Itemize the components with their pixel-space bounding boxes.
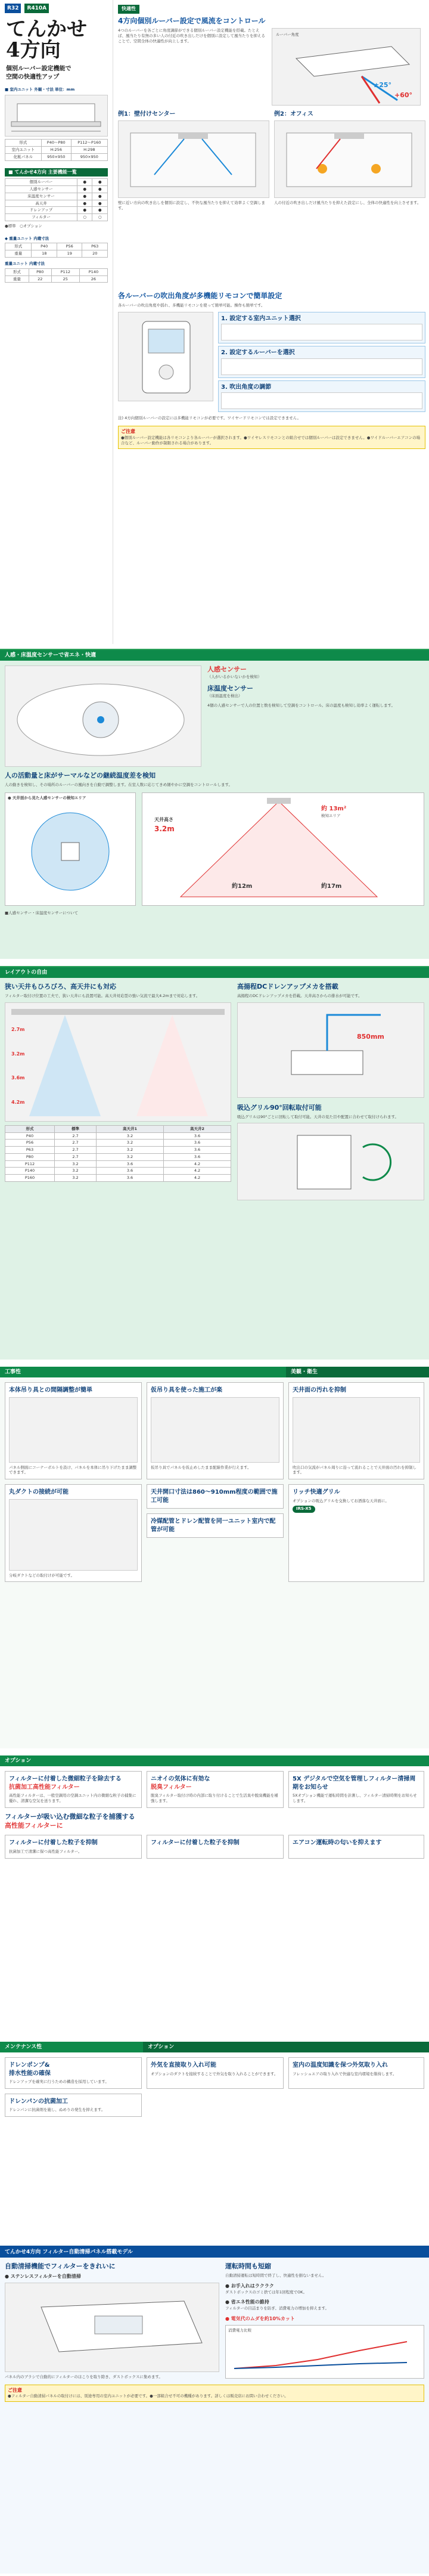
function-table: [5, 178, 108, 221]
sidebar: [0, 0, 113, 644]
title-line1: てんかせ: [6, 17, 87, 42]
function-cell: フィルター: [5, 214, 77, 221]
height-table: [5, 1125, 231, 1182]
option-col-b2: フィルターに付着した粒子を抑制: [151, 1840, 240, 1847]
page-subtitle: [0, 63, 113, 83]
filter-text: パネル内のブラシで自動的にフィルターのほこりを取り除き、ダストボックスに集めます。: [5, 2374, 163, 2379]
refrigerant-badges: [0, 0, 113, 17]
ceiling-height-label: 3.6m: [11, 1075, 25, 1081]
weight-cell: 18: [32, 250, 57, 258]
maint-band2: オプション: [143, 2042, 429, 2052]
filter-section: [0, 2246, 429, 2574]
height-labels: [11, 1027, 25, 1106]
work-section: [0, 1367, 429, 1748]
height-cell: 3.2: [97, 1153, 164, 1160]
remote-step1-screen: [221, 324, 422, 340]
height-cell: 3.2: [54, 1175, 96, 1182]
height-header-cell: 高天井1: [97, 1125, 164, 1132]
filter-point2-text: フィルターの目詰まりを防ぎ、消費電力の増加を抑えます。: [225, 2306, 329, 2311]
work-card4-text: 分岐ダクトなどの取付けが可能です。: [9, 1572, 74, 1578]
ceiling-height-illustration: [5, 1002, 231, 1122]
ceiling-height-label: 2.7m: [11, 1026, 25, 1032]
spec-cell: H:298: [71, 147, 107, 154]
grill-rotate-title: 吸込グリル90°回転取付可能: [237, 1103, 322, 1111]
spec-cell: 950×950: [71, 153, 107, 160]
remote-illustration: [118, 312, 213, 401]
height-row: [5, 1160, 231, 1168]
work-band1: 工事性: [0, 1367, 286, 1377]
weight2-cell: 形式: [5, 268, 29, 275]
spec-cell: 950×950: [41, 153, 71, 160]
filter-panel-icon: [5, 2283, 219, 2371]
ceiling-height-label: 4.2m: [11, 1100, 25, 1106]
filter-point1-text: ダストボックスのゴミ捨ては年1回程度でOK。: [225, 2289, 307, 2295]
function-cell: ●: [92, 186, 108, 193]
weight-row: [5, 243, 108, 250]
remote-note: 注) 4方向個別ルーバーの設定には多機能リモコンが必要です。ワイヤードリモコンでは設定できません。: [118, 416, 301, 421]
detect-area-icon: [8, 801, 133, 896]
height-cell: 2.7: [54, 1147, 96, 1154]
weight2-cell: 22: [29, 275, 51, 283]
filter-point2: ● 省エネ性能の維持: [225, 2299, 269, 2305]
height-cell: P160: [5, 1175, 55, 1182]
maint-card4-title: ドレンパンの抗菌加工: [9, 2098, 69, 2105]
weight2-cell: 重量: [5, 275, 29, 283]
filter-point1: ● お手入れはラクラク: [225, 2283, 274, 2289]
work-card1-text: パネル側面にコーナーボルトを設け、パネルを本体に吊り下げたまま調整できます。: [9, 1465, 137, 1475]
power-chart-label: 消費電力比較: [228, 2327, 251, 2333]
maint-card2-text: オプションのダクトを接続することで外気を取り入れることができます。: [151, 2071, 278, 2076]
height-cell: 3.6: [97, 1160, 164, 1168]
grill-rotate-text: 吸込グリルは90°ごとに回転して取付可能。天井の見た目や配置に合わせて取付けられます。: [237, 1114, 399, 1119]
height-cell: P112: [5, 1160, 55, 1168]
range-17m: 約17m: [321, 883, 342, 890]
option-head-b: フィルターが吸い込む微細な粒子を捕獲する: [5, 1812, 135, 1820]
height-cell: P56: [5, 1140, 55, 1147]
spec-row: [5, 153, 108, 160]
spec-cell: P40〜P80: [41, 140, 71, 147]
function-cell: ○: [77, 214, 92, 221]
maint-card1-title: ドレンポンプ&: [9, 2062, 50, 2069]
height-cell: 3.6: [97, 1175, 164, 1182]
height-row: [5, 1175, 231, 1182]
height-cell: 3.2: [54, 1160, 96, 1168]
spec-table: [5, 139, 108, 160]
option-col-b1: フィルターに付着した粒子を抑制: [9, 1840, 98, 1847]
power-chart: [225, 2325, 424, 2379]
option-left-text: 高性能フィルターは、一般空調用の空調ユニット内の微細な粒子の捕集に優れ、清潔な空気を送ります。: [9, 1793, 136, 1803]
louver-diagram: [272, 28, 421, 106]
weight-cell: P63: [82, 243, 108, 250]
remote-caution-text: ●個別ルーバー設定機能は各リモコンより各ルーバーが選択されます。●ワイヤレスリモコンとの組合せでは個別ルーバーは設定できません。●ワイドルーバーエアコンの場合など、ルーバー動作が制限される場合があります。: [121, 435, 421, 445]
filter-right-heading: 運転時間も短縮: [225, 2262, 271, 2271]
remote-heading: 各ルーバーの吹出角度が多機能リモコンで簡単設定: [118, 292, 282, 300]
work-card3-title: 天井面の汚れを抑制: [293, 1387, 346, 1394]
floor-sensor-title: 床温度センサー: [207, 684, 253, 692]
function-row: [5, 200, 108, 207]
ceiling-height-label: 3.2m: [11, 1051, 25, 1057]
option-right-text: 5Xオプション機能で運転時間を計測し、フィルター清掃時期をお知らせします。: [293, 1793, 417, 1803]
example1-title: 例1：壁付けセンター: [118, 110, 176, 117]
height-label: 天井高さ: [154, 816, 173, 822]
function-row: [5, 179, 108, 186]
weight-table: [5, 243, 108, 258]
maint-band1: メンテナンス性: [0, 2042, 143, 2052]
height-cell: 3.2: [97, 1140, 164, 1147]
height-cell: 3.2: [97, 1132, 164, 1140]
badge-r410a: R410A: [24, 4, 49, 13]
height-cell: 2.7: [54, 1132, 96, 1140]
option-col-b1-text: 抗菌加工で清潔に保つ高性能フィルター。: [9, 1849, 82, 1854]
remote-step2: 2. 設定するルーバーを選択: [221, 349, 295, 357]
ceiling-height-icon: [5, 1003, 231, 1121]
weight-heading: ◆ 重量ユニット 内蔵寸法: [5, 236, 49, 241]
height-cell: 3.2: [97, 1147, 164, 1154]
maint-card1-title2: 排水性能の確保: [9, 2070, 51, 2077]
example2-title: 例2：オフィス: [274, 110, 313, 117]
detect-cone-icon: [145, 795, 413, 903]
work-card6-title: 冷媒配管とドレン配管を同一ユニット室内で配管が可能: [151, 1518, 276, 1533]
function-cell: ○: [92, 214, 108, 221]
filter-right-text: 自動清掃運転は短時間で終了し、快適性を損ないません。: [225, 2272, 327, 2278]
louver-section: [118, 5, 425, 285]
weight-heading-2: 重量ユニット 内蔵寸法: [5, 261, 45, 266]
height-cell: 3.6: [164, 1153, 231, 1160]
louver-tag: 快適性: [118, 5, 139, 14]
maint-card4-text: ドレンパンに抗菌剤を施し、ぬめりの発生を抑えます。: [9, 2107, 105, 2113]
louver-angle-60: +60°: [394, 91, 413, 99]
power-chart-graph: [228, 2333, 419, 2374]
remote-control-icon: [119, 312, 213, 401]
weight2-cell: 26: [79, 275, 107, 283]
function-cell: ●: [92, 179, 108, 186]
filter-heading: 自動清掃機能でフィルターをきれいに: [5, 2262, 116, 2271]
weight-cell: P56: [57, 243, 82, 250]
sensor-text: 4個の人感センサーで人の位置と数を検知して空調をコントロール。床の温度も検知し効率よく運転します。: [207, 703, 395, 708]
filter-point3: ● 電気代のムダを約10%カット: [225, 2315, 295, 2321]
weight2-cell: 25: [51, 275, 79, 283]
remote-step3: 3. 吹出角度の調節: [221, 383, 272, 391]
weight-cell: 重量: [5, 250, 32, 258]
function-cell: ●: [77, 186, 92, 193]
maint-card3-title: 室内の温度知識を保つ外気取り入れ: [293, 2062, 388, 2069]
office-icon: [275, 121, 425, 197]
spec-cell: H:256: [41, 147, 71, 154]
unit-outline-icon: [5, 95, 108, 136]
function-cell: ●: [92, 200, 108, 207]
weight-cell: 19: [57, 250, 82, 258]
maintenance-section: [0, 2042, 429, 2238]
height-row: [5, 1153, 231, 1160]
sensor-subtitle: （人がいるかいないかを検知）: [207, 674, 262, 679]
sensor-sub-text: 人の動きを検知し、その場所のルーバーの風向きを自動で調整します。在室人数に応じてきめ細やかに空調をコントロールします。: [5, 782, 233, 787]
height-row: [5, 1140, 231, 1147]
weight2-row: [5, 268, 108, 275]
function-cell: 高天井: [5, 200, 77, 207]
option-mid-title1: ニオイの気体に有効な: [151, 1776, 210, 1783]
height-cell: 3.6: [164, 1132, 231, 1140]
weight-cell: 形式: [5, 243, 32, 250]
option-section: [0, 1755, 429, 2036]
work-card2-illustration: [151, 1397, 279, 1463]
maint-card1-text: ドレンアップを確実に行うための構造を採用しています。: [9, 2079, 109, 2085]
example2-illustration: [274, 120, 425, 198]
weight2-row: [5, 275, 108, 283]
work-card3-illustration: [293, 1397, 420, 1463]
function-cell: 床温度センサー: [5, 193, 77, 200]
work-card5-title: 天井開口寸法は860〜910mm程度の範囲で施工可能: [151, 1489, 278, 1504]
work-card1-illustration: [9, 1397, 138, 1463]
height-row: [5, 1168, 231, 1175]
range-12m: 約12m: [232, 883, 253, 890]
work-card1-title: 本体吊り具との間隔調整が簡単: [9, 1387, 92, 1394]
function-cell: ●: [77, 179, 92, 186]
unit-drawing: [5, 95, 108, 137]
high-ceiling-text: フィルター取付け位置の工夫で、狭い天井にも設置可能。高天井対応型の強い気流で最大4.2mまで対応します。: [5, 993, 200, 998]
drain-up-text: 高揚程のDCドレンアップメカを搭載。天井高さからの排水が可能です。: [237, 993, 362, 998]
drain-height-value: 850mm: [357, 1032, 384, 1041]
filter-band: てんかせ4方向 フィルター自動清掃パネル搭載モデル: [0, 2247, 429, 2258]
louver-angle-25: ±25°: [374, 80, 392, 89]
function-section: [0, 165, 113, 233]
maint-card2-title: 外気を直接取り入れ可能: [151, 2062, 216, 2069]
height-cell: 4.2: [164, 1168, 231, 1175]
height-cell: 3.6: [164, 1147, 231, 1154]
function-row: [5, 193, 108, 200]
work-band2: 美観・衛生: [286, 1367, 429, 1377]
option-band: オプション: [0, 1755, 429, 1766]
option-left-title1: フィルターに付着した微細粒子を除去する: [9, 1776, 122, 1783]
grill-rotate-illustration: [237, 1123, 424, 1200]
louver-angle-label: ルーバー角度: [276, 32, 299, 37]
weight-section: [0, 233, 113, 287]
spec-row: [5, 140, 108, 147]
sensor-sub-heading: 人の活動量と床がサーマルなどの継続温度差を検知: [5, 772, 156, 780]
height-cell: 4.2: [164, 1160, 231, 1168]
option-right-title: 5X デジタルで空気を管理しフィルター清掃周期をお知らせ: [293, 1776, 416, 1791]
filter-caution-text: ●フィルター自動清掃パネルの取付けには、別途専用の室内ユニットが必要です。●一部組合せ不可の機種があります。詳しくは販売店にお問い合わせください。: [8, 2394, 288, 2399]
install-band-heading: レイアウトの自由: [0, 967, 429, 978]
louver-heading: 4方向個別ルーバー設定で風流をコントロール: [118, 16, 266, 25]
weight-cell: P40: [32, 243, 57, 250]
filter-panel-illustration: [5, 2283, 219, 2372]
height-cell: 2.7: [54, 1153, 96, 1160]
work-card4-title: 丸ダクトの接続が可能: [9, 1489, 69, 1496]
spec-cell: 化粧パネル: [5, 153, 42, 160]
function-cell: ●: [77, 200, 92, 207]
example2-note: 人の付近の吹き出しだけ風当たりを抑えた設定にし、全体の快適性を向上させます。: [274, 200, 421, 206]
spec-cell: P112〜P160: [71, 140, 107, 147]
function-cell: ●: [77, 207, 92, 214]
page-title: [0, 17, 113, 63]
work-card3-text: 吹出口の気流がパネル周りに沿って流れることで天井面の汚れを抑制します。: [293, 1465, 416, 1475]
weight-table-2: [5, 268, 108, 283]
spec-section: [0, 83, 113, 164]
remote-step3-screen: [221, 392, 422, 409]
weight2-cell: P80: [29, 268, 51, 275]
height-cell: 3.6: [97, 1168, 164, 1175]
height-row: [5, 1132, 231, 1140]
title-line2: 4方向: [6, 38, 61, 62]
drain-up-title: 高揚程DCドレンアップメカを搭載: [237, 983, 338, 991]
example1-illustration: [118, 120, 269, 198]
sensor-section: [0, 649, 429, 959]
height-row: [5, 1147, 231, 1154]
work-card2-text: 仮吊り具でパネルを仮止めしたまま配線作業が行えます。: [151, 1465, 251, 1470]
weight2-cell: P140: [79, 268, 107, 275]
ceiling-panel-icon: [5, 666, 201, 766]
function-cell: ドレンアップ: [5, 207, 77, 214]
option-head-b2: 高性能フィルターに: [5, 1821, 63, 1829]
spec-row: [5, 147, 108, 154]
detect-area-heading: ● 天井面から見た人感センサーの検知エリア: [8, 795, 86, 800]
sensor-panel-illustration: [5, 665, 201, 767]
height-cell: P40: [5, 1132, 55, 1140]
louver-text: 4つのルーバーを各ごとに角度調節ができる個別ルーバー設定機能を搭載。たとえば、風当たり有無の多い人の付近の吹き出しだけを個別に設定して風当たりを抑えることで、空間全体の快適性が向上します。: [118, 27, 265, 44]
height-header-cell: 形式: [5, 1125, 55, 1132]
detect-height-diagram: [142, 792, 424, 906]
height-cell: P140: [5, 1168, 55, 1175]
option-left-title2: 抗菌加工高性能フィルター: [9, 1784, 80, 1791]
example1-note: 壁に近い方向の吹き出しを個別に設定し、不快な風当たりを抑えて効率よく空調します。: [118, 200, 265, 211]
option-mid-title2: 脱臭フィルター: [151, 1784, 192, 1791]
detect-area-label: 検知エリア: [321, 813, 341, 818]
remote-text: 各ルーバーの吹出角度や揺れ、多機能リモコンを使って簡単可能。操作も簡単です。: [118, 303, 265, 308]
floor-sensor-subtitle: （床面温度を検出）: [207, 693, 243, 698]
height-header-cell: 標準: [54, 1125, 96, 1132]
function-row: [5, 186, 108, 193]
high-ceiling-title: 狭い天井もひろびろ、高天井にも対応: [5, 983, 116, 991]
function-row: [5, 207, 108, 214]
grill-model-badge: IRS-X5: [293, 1506, 315, 1512]
height-cell: 2.7: [54, 1140, 96, 1147]
function-note: ●標準 ○オプション: [5, 223, 42, 228]
remote-step1: 1. 設定する室内ユニット選択: [221, 315, 301, 322]
function-cell: 人感センサー: [5, 186, 77, 193]
function-cell: ●: [92, 207, 108, 214]
remote-section: [118, 291, 425, 506]
spec-cell: 形式: [5, 140, 42, 147]
function-row: [5, 214, 108, 221]
badge-r32: R32: [5, 4, 21, 13]
drain-up-illustration: [237, 1002, 424, 1098]
sensor-band-heading: 人感・床温度センサーで省エネ・快適: [0, 650, 429, 661]
filter-sub: ● ステンレスフィルターを自動清掃: [5, 2273, 81, 2279]
function-cell: 個別ルーバー: [5, 179, 77, 186]
weight-cell: 20: [82, 250, 108, 258]
detect-area-value: 約 13m²: [321, 805, 347, 812]
height-value: 3.2m: [154, 824, 175, 833]
remote-step2-screen: [221, 358, 422, 375]
spec-cell: 室内ユニット: [5, 147, 42, 154]
weight-row: [5, 250, 108, 258]
height-cell: P80: [5, 1153, 55, 1160]
subtitle-line1: 個別ルーバー設定機能で: [6, 66, 72, 73]
work-card4-illustration: [9, 1499, 138, 1571]
height-header-cell: 高天井2: [164, 1125, 231, 1132]
install-section: [0, 966, 429, 1360]
remote-caution-heading: ご注意: [121, 429, 135, 435]
rotate-icon: [238, 1123, 416, 1200]
function-heading: ■ てんかせ4方向 主要機能一覧: [5, 168, 108, 177]
height-cell: 4.2: [164, 1175, 231, 1182]
height-cell: 3.6: [164, 1140, 231, 1147]
option-mid-text: 脱臭フィルター取付け時の内部に取り付けることで生活臭や脱臭機能を補強します。: [151, 1793, 278, 1803]
sensor-footnote: ■人感センサー・床温度センサーについて: [5, 910, 79, 915]
function-cell: ●: [77, 193, 92, 200]
work-card2-title: 仮吊り具を使った施工が楽: [151, 1387, 222, 1394]
spec-heading: ■ 室内ユニット 外観・寸法 単位：mm: [5, 87, 75, 92]
subtitle-line2: 空間の快適性アップ: [6, 73, 60, 80]
maint-card3-text: フレッシュエアの取り入れで快適な室内環境を維持します。: [293, 2071, 397, 2076]
work-card7-text: オプションの吸込グリルを交換してお洒落な天井面に。: [293, 1498, 389, 1503]
room-wall-icon: [119, 121, 269, 197]
height-cell: P63: [5, 1147, 55, 1154]
option-col-b3: エアコン運転時の匂いを抑えます: [293, 1840, 382, 1847]
drain-pipe-icon: [238, 1003, 416, 1097]
work-card7-title: リッチ快適グリル: [293, 1489, 340, 1496]
sensor-title: 人感センサー: [207, 665, 247, 674]
function-cell: ●: [92, 193, 108, 200]
weight2-cell: P112: [51, 268, 79, 275]
height-cell: 3.2: [54, 1168, 96, 1175]
filter-caution-heading: ご注意: [8, 2387, 22, 2393]
